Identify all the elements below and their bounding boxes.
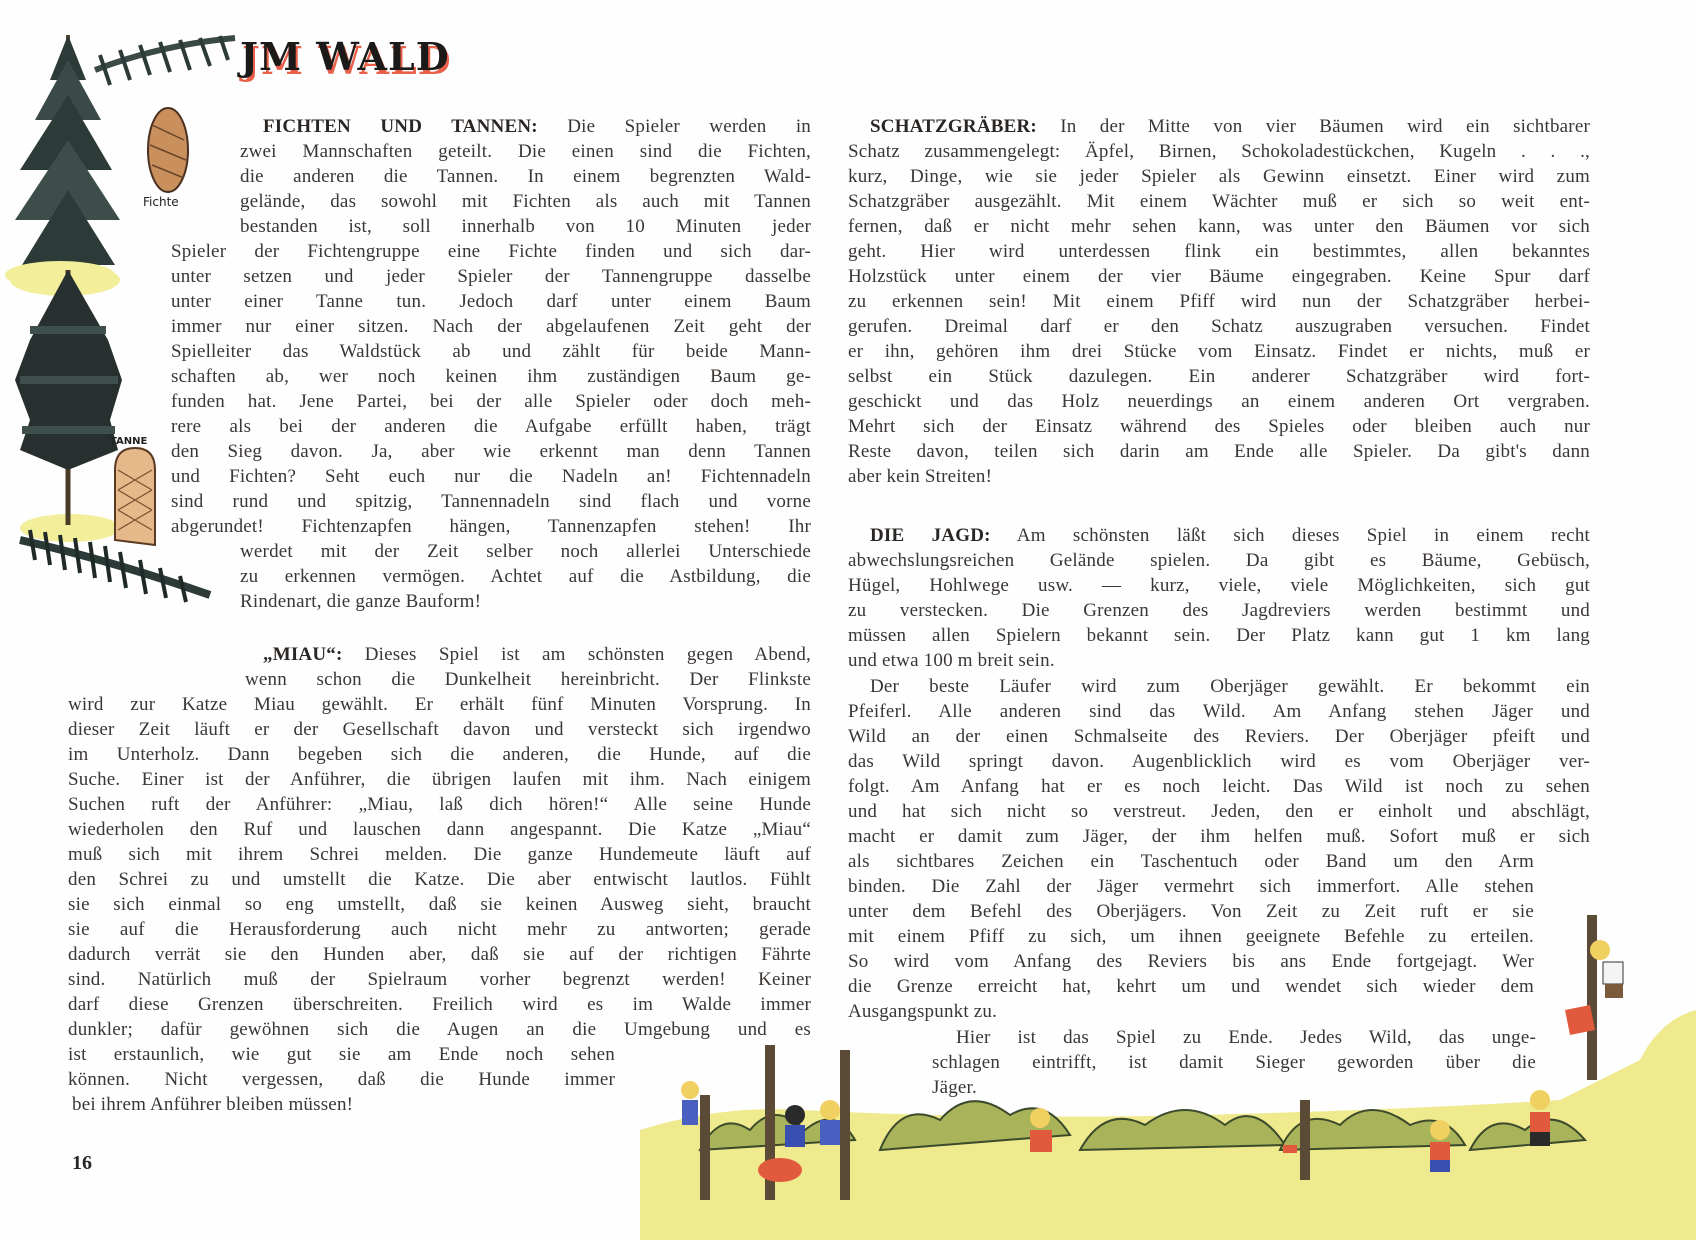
text-line: aber kein Streiten! bbox=[848, 466, 993, 487]
text-line: Mehrt sich der Einsatz während des Spieles oder bleiben auch nur bbox=[848, 416, 1590, 437]
text-line: als sichtbares Zeichen ein Taschentuch oder Band um den Arm bbox=[848, 851, 1534, 872]
text-line: abgerundet! Fichtenzapfen hängen, Tannenzapfen stehen! Ihr bbox=[171, 516, 811, 537]
text-line: Jäger. bbox=[932, 1077, 977, 1098]
text-line: schlagen eintrifft, ist damit Sieger geworden über die bbox=[932, 1052, 1536, 1073]
text-line: das Wild springt davon. Augenblicklich wird es vom Oberjäger ver- bbox=[848, 751, 1590, 772]
text-line: selbst ein Stück dazulegen. Ein anderer Schatzgräber wird fort- bbox=[848, 366, 1590, 387]
text-line: im Unterholz. Dann begeben sich die anderen, die Hunde, auf die bbox=[68, 744, 811, 765]
text-line: er ihn, gehören ihm drei Stücke vom Einsatz. Findet er nichts, muß er bbox=[848, 341, 1590, 362]
text-line: geht. Hier wird unterdessen flink ein bestimmtes, allen bekanntes bbox=[848, 241, 1590, 262]
text-line: FICHTEN UND TANNEN: Die Spieler werden in bbox=[263, 116, 811, 137]
text-line: die anderen die Tannen. In einem begrenzten Wald- bbox=[240, 166, 811, 187]
text-line: wird zur Katze Miau gewählt. Er erhält fünf Minuten Vorsprung. In bbox=[68, 694, 811, 715]
fichte-label: Fichte bbox=[143, 195, 179, 209]
spruce-tree-illustration bbox=[10, 35, 120, 296]
text-line: macht er damit zum Jäger, der ihm helfen muß. Sofort muß er sich bbox=[848, 826, 1590, 847]
text-line: binden. Die Zahl der Jäger vermehrt sich immerfort. Alle stehen bbox=[848, 876, 1534, 897]
text-line: wenn schon die Dunkelheit hereinbricht. Der Flinkste bbox=[245, 669, 811, 690]
text-line: zu erkennen sein! Mit einem Pfiff wird nun der Schatzgräber herbei- bbox=[848, 291, 1590, 312]
text-line: folgt. Am Anfang hat er es noch leicht. Das Wild ist noch zu sehen bbox=[848, 776, 1590, 797]
text-line: Reste davon, teilen sich darin am Ende alle Spieler. Da gibt's dann bbox=[848, 441, 1590, 462]
text-line: die Grenze erreicht hat, kehrt um und wendet sich wieder dem bbox=[848, 976, 1534, 997]
text-line: dunkler; dafür gewöhnen sich die Augen an die Umgebung und es bbox=[68, 1019, 811, 1040]
text-line: sind. Natürlich muß der Spielraum vorher begrenzt werden! Keiner bbox=[68, 969, 811, 990]
text-line: den Schrei zu und umstellt die Katze. Die aber entwischt lautlos. Fühlt bbox=[68, 869, 811, 890]
text-line: können. Nicht vergessen, daß die Hunde immer bbox=[68, 1069, 615, 1090]
text-line: zu erkennen vermögen. Achtet auf die Astbildung, die bbox=[240, 566, 811, 587]
text-line: sind rund und spitzig, Tannennadeln sind flach und vorne bbox=[171, 491, 811, 512]
text-line: So wird vom Anfang des Reviers bis ans Ende fortgejagt. Wer bbox=[848, 951, 1534, 972]
text-line: Rindenart, die ganze Bauform! bbox=[240, 591, 482, 612]
text-line: Hier ist das Spiel zu Ende. Jedes Wild, das unge- bbox=[956, 1027, 1536, 1048]
text-line: SCHATZGRÄBER: In der Mitte von vier Bäumen wird ein sichtbarer bbox=[870, 116, 1590, 137]
text-line: rere als bei der anderen die Aufgabe erfüllt haben, trägt bbox=[171, 416, 811, 437]
text-line: funden hat. Jene Partei, bei der alle Spieler oder doch meh- bbox=[171, 391, 811, 412]
text-line: Der beste Läufer wird zum Oberjäger gewählt. Er bekommt ein bbox=[870, 676, 1590, 697]
text-line: Wild an der einen Schmalseite des Reviers. Der Oberjäger pfeift und bbox=[848, 726, 1590, 747]
page-number: 16 bbox=[72, 1152, 92, 1174]
text-line: schaften ab, wer noch keinen ihm zuständigen Baum ge- bbox=[171, 366, 811, 387]
text-line: unter setzen und jeder Spieler der Tannengruppe dasselbe bbox=[171, 266, 811, 287]
section-heading: FICHTEN UND TANNEN: bbox=[263, 116, 538, 137]
spruce-branch-cone-illustration bbox=[95, 36, 235, 192]
section-heading: DIE JAGD: bbox=[870, 525, 991, 546]
text-line: zwei Mannschaften geteilt. Die einen sind die Fichten, bbox=[240, 141, 811, 162]
text-line: Spieler der Fichtengruppe eine Fichte finden und sich dar- bbox=[171, 241, 811, 262]
text-line: Pfeiferl. Alle anderen sind das Wild. Am Anfang stehen Jäger und bbox=[848, 701, 1590, 722]
text-line: wiederholen den Ruf und lauschen dann angespannt. Die Katze „Miau“ bbox=[68, 819, 811, 840]
text-line: Schatz zusammengelegt: Äpfel, Birnen, Schokoladestückchen, Kugeln . . ., bbox=[848, 141, 1590, 162]
text-line: unter dem Befehl des Oberjägers. Von Zeit zu Zeit ruft er sie bbox=[848, 901, 1534, 922]
text-line: und etwa 100 m breit sein. bbox=[848, 650, 1055, 671]
text-line: sie auf die Herausforderung auch nicht mehr zu antworten; gerade bbox=[68, 919, 811, 940]
text-line: den Sieg davon. Ja, aber wie erkennt man denn Tannen bbox=[171, 441, 811, 462]
text-line: dadurch verrät sie den Hunden aber, daß sie auf der richtigen Fährte bbox=[68, 944, 811, 965]
section-heading: „MIAU“: bbox=[263, 644, 343, 665]
text-line: Suche. Einer ist der Anführer, die übrigen laufen mit ihm. Nach einigem bbox=[68, 769, 811, 790]
text-line: gerufen. Dreimal darf er den Schatz auszugraben versuchen. Findet bbox=[848, 316, 1590, 337]
text-line: dieser Zeit läuft er der Gesellschaft davon und versteckt sich irgendwo bbox=[68, 719, 811, 740]
page-title: JM WALD bbox=[240, 34, 450, 79]
text-line: gelände, das sowohl mit Fichten als auch mit Tannen bbox=[240, 191, 811, 212]
text-line: Schatzgräber ausgezählt. Mit einem Wächter muß er sich so weit ent- bbox=[848, 191, 1590, 212]
text-line: Spielleiter das Waldstück ab und zählt für beide Mann- bbox=[171, 341, 811, 362]
text-line: Ausgangspunkt zu. bbox=[848, 1001, 998, 1022]
text-line: sie sich einmal so eng umstellt, daß sie keinen Ausweg sieht, braucht bbox=[68, 894, 811, 915]
text-line: geschickt und das Holz neuerdings an einem anderen Ort vergraben. bbox=[848, 391, 1590, 412]
fir-tree-illustration bbox=[5, 261, 122, 542]
text-line: werdet mit der Zeit selber noch allerlei Unterschiede bbox=[240, 541, 811, 562]
text-line: ist erstaunlich, wie gut sie am Ende noch sehen bbox=[68, 1044, 615, 1065]
text-line: zu verstecken. Die Grenzen des Jagdreviers werden bestimmt und bbox=[848, 600, 1590, 621]
text-line: mit einem Pfiff zu sich, um ihnen geeignete Befehle zu erteilen. bbox=[848, 926, 1534, 947]
tanne-label: TANNE bbox=[110, 436, 148, 447]
text-line: unter einer Tanne tun. Jedoch darf unter einem Baum bbox=[171, 291, 811, 312]
text-line: Hügel, Hohlwege usw. — kurz, viele, viele Möglichkeiten, sich gut bbox=[848, 575, 1590, 596]
text-line: und hat sich nicht so verstreut. Jeden, den er einholt und abschlägt, bbox=[848, 801, 1590, 822]
text-line: müssen allen Spielern bekannt sein. Der Platz kann gut 1 km lang bbox=[848, 625, 1590, 646]
text-line: und Fichten? Seht euch nur die Nadeln an! Fichtennadeln bbox=[171, 466, 811, 487]
text-line: Suchen ruft der Anführer: „Miau, laß dich hören!“ Alle seine Hunde bbox=[68, 794, 811, 815]
text-line: fernen, daß er nicht mehr sehen kann, was unter den Bäumen vor sich bbox=[848, 216, 1590, 237]
section-heading: SCHATZGRÄBER: bbox=[870, 116, 1037, 137]
text-line: immer nur einer sitzen. Nach der abgelaufenen Zeit geht der bbox=[171, 316, 811, 337]
text-line: DIE JAGD: Am schönsten läßt sich dieses Spiel in einem recht bbox=[870, 525, 1590, 546]
text-line: kurz, Dinge, wie sie jeder Spieler als Gewinn einsetzt. Einer wird zum bbox=[848, 166, 1590, 187]
text-line: darf diese Grenzen überschreiten. Freilich wird es im Walde immer bbox=[68, 994, 811, 1015]
text-line: bestanden ist, soll innerhalb von 10 Minuten jeder bbox=[240, 216, 811, 237]
text-line: abwechslungsreichen Gelände spielen. Da gibt es Bäume, Gebüsch, bbox=[848, 550, 1590, 571]
text-line: Holzstück unter einem der vier Bäume eingegraben. Keine Spur darf bbox=[848, 266, 1590, 287]
text-line: bei ihrem Anführer bleiben müssen! bbox=[72, 1094, 354, 1115]
text-line: muß sich mit ihrem Schrei melden. Die ganze Hundemeute läuft auf bbox=[68, 844, 811, 865]
text-line: „MIAU“: Dieses Spiel ist am schönsten gegen Abend, bbox=[263, 644, 812, 665]
